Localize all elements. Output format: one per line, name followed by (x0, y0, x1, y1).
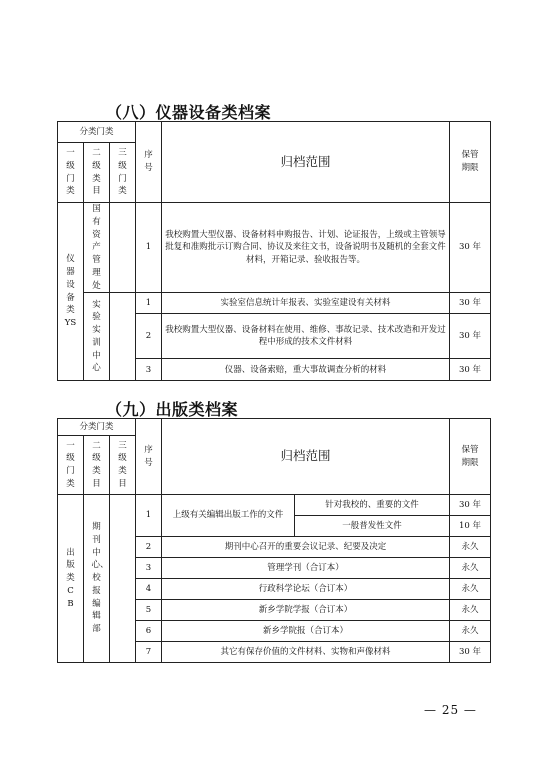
header-seq: 序号 (136, 419, 162, 495)
header-level-2: 二级类目 (84, 436, 110, 495)
section-8-title: （八）仪器设备类档案 (106, 103, 272, 122)
scope-cell: 新乡学院学报（合订本） (162, 600, 450, 621)
level3-cell (110, 293, 136, 381)
scope-sub-cell: 一般普发性文件 (295, 516, 450, 537)
header-level-3: 三级类目 (110, 436, 136, 495)
scope-sub-cell: 针对我校的、重要的文件 (295, 495, 450, 516)
seq-cell: 4 (136, 579, 162, 600)
scope-cell: 仪器、设备索赔，重大事故调查分析的材料 (162, 359, 450, 381)
header-retention: 保管期限 (450, 122, 491, 203)
seq-cell: 7 (136, 642, 162, 663)
header-scope: 归档范围 (162, 419, 450, 495)
period-cell: 永久 (450, 621, 491, 642)
period-cell: 永久 (450, 558, 491, 579)
section-9-title: （九）出版类档案 (106, 400, 239, 419)
seq-cell: 5 (136, 600, 162, 621)
seq-cell: 1 (136, 203, 162, 293)
page-number: — 25 — (424, 703, 477, 717)
period-cell: 30 年 (450, 642, 491, 663)
subcategory-cell: 实验实训中心 (84, 293, 110, 381)
seq-cell: 3 (136, 359, 162, 381)
period-cell: 30 年 (450, 495, 491, 516)
header-category-group: 分类门类 (58, 419, 136, 436)
scope-cell: 其它有保存价值的文件材料、实物和声像材料 (162, 642, 450, 663)
period-cell: 30 年 (450, 314, 491, 359)
scope-cell: 我校购置大型仪器、设备材料在使用、维修、事故记录、技术改造和开发过程中形成的技术文件材料 (162, 314, 450, 359)
category-cell: 仪器设备类YS (58, 203, 84, 381)
period-cell: 30 年 (450, 203, 491, 293)
header-category-group: 分类门类 (58, 122, 136, 143)
header-level-3: 三级门类 (110, 143, 136, 203)
header-level-2: 二级类目 (84, 143, 110, 203)
level3-cell (110, 495, 136, 663)
period-cell: 10 年 (450, 516, 491, 537)
header-scope: 归档范围 (162, 122, 450, 203)
seq-cell: 1 (136, 495, 162, 537)
seq-cell: 1 (136, 293, 162, 314)
seq-cell: 2 (136, 537, 162, 558)
period-cell: 30 年 (450, 359, 491, 381)
scope-cell: 上级有关编辑出版工作的文件 (162, 495, 295, 537)
seq-cell: 6 (136, 621, 162, 642)
period-cell: 永久 (450, 537, 491, 558)
header-seq: 序号 (136, 122, 162, 203)
header-level-1: 一级门类 (58, 143, 84, 203)
scope-cell: 我校购置大型仪器、设备材料申购报告、计划、论证报告，上级或主管领导批复和准购批示订购合同、协议及来往文书，设备说明书及随机的全套文件材料，开箱记录、验收报告等。 (162, 203, 450, 293)
period-cell: 永久 (450, 600, 491, 621)
seq-cell: 3 (136, 558, 162, 579)
category-cell: 出版类CB (58, 495, 84, 663)
level3-cell (110, 203, 136, 293)
scope-cell: 管理学刊（合订本） (162, 558, 450, 579)
header-retention: 保管期限 (450, 419, 491, 495)
scope-cell: 期刊中心召开的重要会议记录、纪要及决定 (162, 537, 450, 558)
subcategory-cell: 国有资产管理处 (84, 203, 110, 293)
header-level-1: 一级门类 (58, 436, 84, 495)
scope-cell: 实验室信息统计年报表、实验室建设有关材料 (162, 293, 450, 314)
scope-cell: 行政科学论坛（合订本） (162, 579, 450, 600)
publication-archive-table (57, 418, 491, 663)
period-cell: 永久 (450, 579, 491, 600)
instrument-archive-table (57, 121, 491, 381)
subcategory-cell: 期刊中心、校报编辑部 (84, 495, 110, 663)
seq-cell: 2 (136, 314, 162, 359)
period-cell: 30 年 (450, 293, 491, 314)
scope-cell: 新乡学院报（合订本） (162, 621, 450, 642)
